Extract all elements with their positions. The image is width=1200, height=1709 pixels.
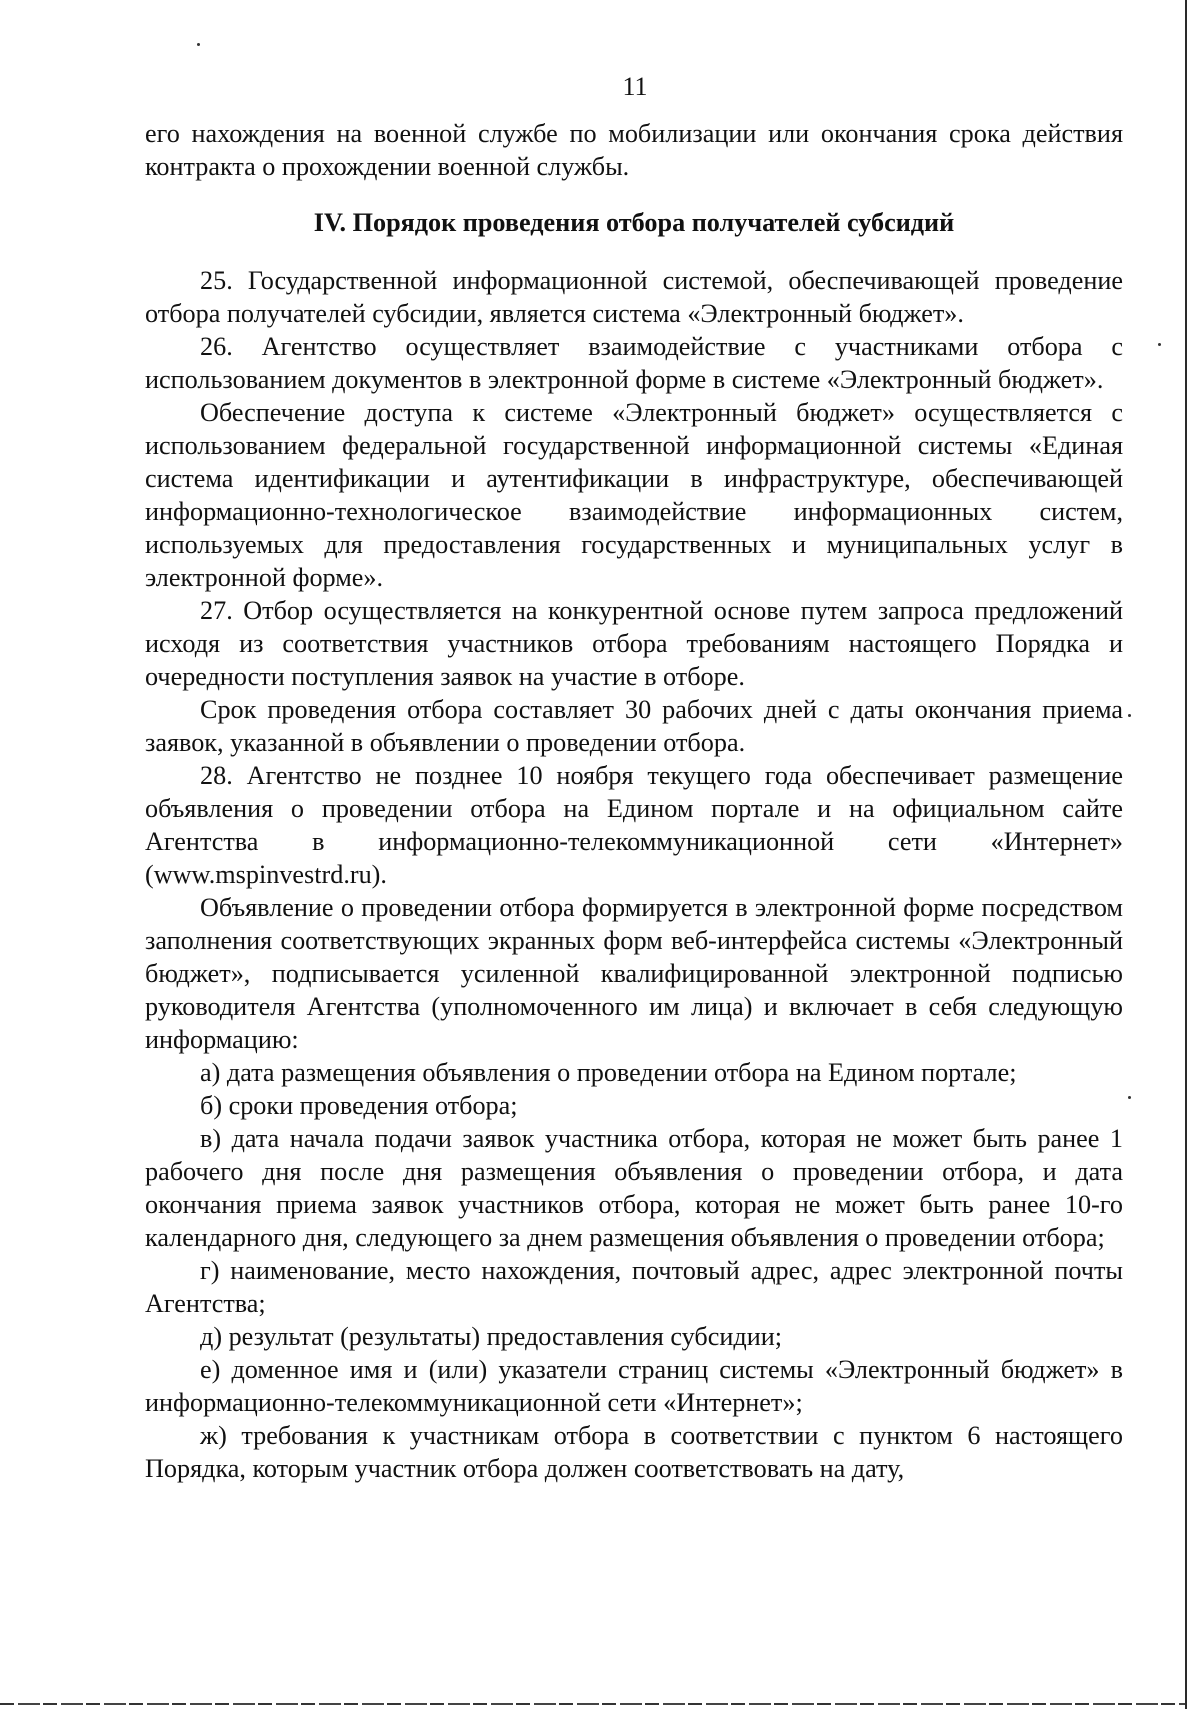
scan-speck bbox=[1158, 343, 1161, 346]
list-item-g: г) наименование, место нахождения, почтовый адрес, адрес электронной почты Агентства; bbox=[145, 1256, 1123, 1318]
paragraph-26: 26. Агентство осуществляет взаимодействие с участниками отбора с использованием документов в электронной форме в системе «Электронный бюджет». bbox=[145, 332, 1123, 394]
list-item-a: а) дата размещения объявления о проведении отбора на Едином портале; bbox=[200, 1058, 1017, 1087]
paragraph-28: 28. Агентство не позднее 10 ноября текущего года обеспечивает размещение объявления о проведении отбора на Едином портале и на официальном сайте Агентства в информационно-телекоммуникационной сети «Интернет» (www.mspinvestrd.ru). bbox=[145, 761, 1123, 889]
document-body bbox=[145, 117, 1123, 1485]
paragraph-announcement: Объявление о проведении отбора формируется в электронной форме посредством заполнения соответствующих экранных форм веб-интерфейса системы «Электронный бюджет», подписывается усиленной квалифицированной электронной подписью руководителя Агентства (уполномоченного им лица) и включает в себя следующую информацию: bbox=[145, 893, 1123, 1054]
paragraph-27: 27. Отбор осуществляется на конкурентной основе путем запроса предложений исходя из соответствия участников отбора требованиям настоящего Порядка и очередности поступления заявок на участие в отборе. bbox=[145, 596, 1123, 691]
page-number: 11 bbox=[622, 72, 648, 101]
paragraph-term: Срок проведения отбора составляет 30 рабочих дней с даты окончания приема заявок, указанной в объявлении о проведении отбора. bbox=[145, 695, 1123, 757]
list-item-d: д) результат (результаты) предоставления субсидии; bbox=[200, 1322, 783, 1351]
scan-speck bbox=[197, 43, 200, 46]
section-heading: IV. Порядок проведения отбора получателей субсидий bbox=[313, 208, 955, 237]
page-edge-line bbox=[1185, 0, 1187, 1709]
list-item-b: б) сроки проведения отбора; bbox=[200, 1091, 518, 1120]
scan-speck bbox=[1128, 714, 1131, 717]
paragraph-access: Обеспечение доступа к системе «Электронный бюджет» осуществляется с использованием федеральной государственной информационной системы «Единая система идентификации и аутентификации в инфраструктуре, обеспечивающей информационно-технологическое взаимодействие информационных систем, используемых для предоставления государственных и муниципальных услуг в электронной форме». bbox=[145, 398, 1123, 592]
paragraph-25: 25. Государственной информационной системой, обеспечивающей проведение отбора получателей субсидии, является система «Электронный бюджет». bbox=[145, 266, 1123, 328]
scan-speck bbox=[1128, 1096, 1131, 1099]
list-item-v: в) дата начала подачи заявок участника отбора, которая не может быть ранее 1 рабочего дня после дня размещения объявления о проведении отбора, и дата окончания приема заявок участников отбора, которая не может быть ранее 10-го календарного дня, следующего за днем размещения объявления о проведении отбора; bbox=[145, 1124, 1123, 1252]
page-bottom-edge bbox=[0, 1703, 1185, 1705]
paragraph-continuation: его нахождения на военной службе по мобилизации или окончания срока действия контракта о прохождении военной службы. bbox=[145, 119, 1123, 181]
list-item-e: е) доменное имя и (или) указатели страниц системы «Электронный бюджет» в информационно-телекоммуникационной сети «Интернет»; bbox=[145, 1355, 1123, 1417]
list-item-zh: ж) требования к участникам отбора в соответствии с пунктом 6 настоящего Порядка, которым участник отбора должен соответствовать на дату, bbox=[145, 1421, 1123, 1483]
